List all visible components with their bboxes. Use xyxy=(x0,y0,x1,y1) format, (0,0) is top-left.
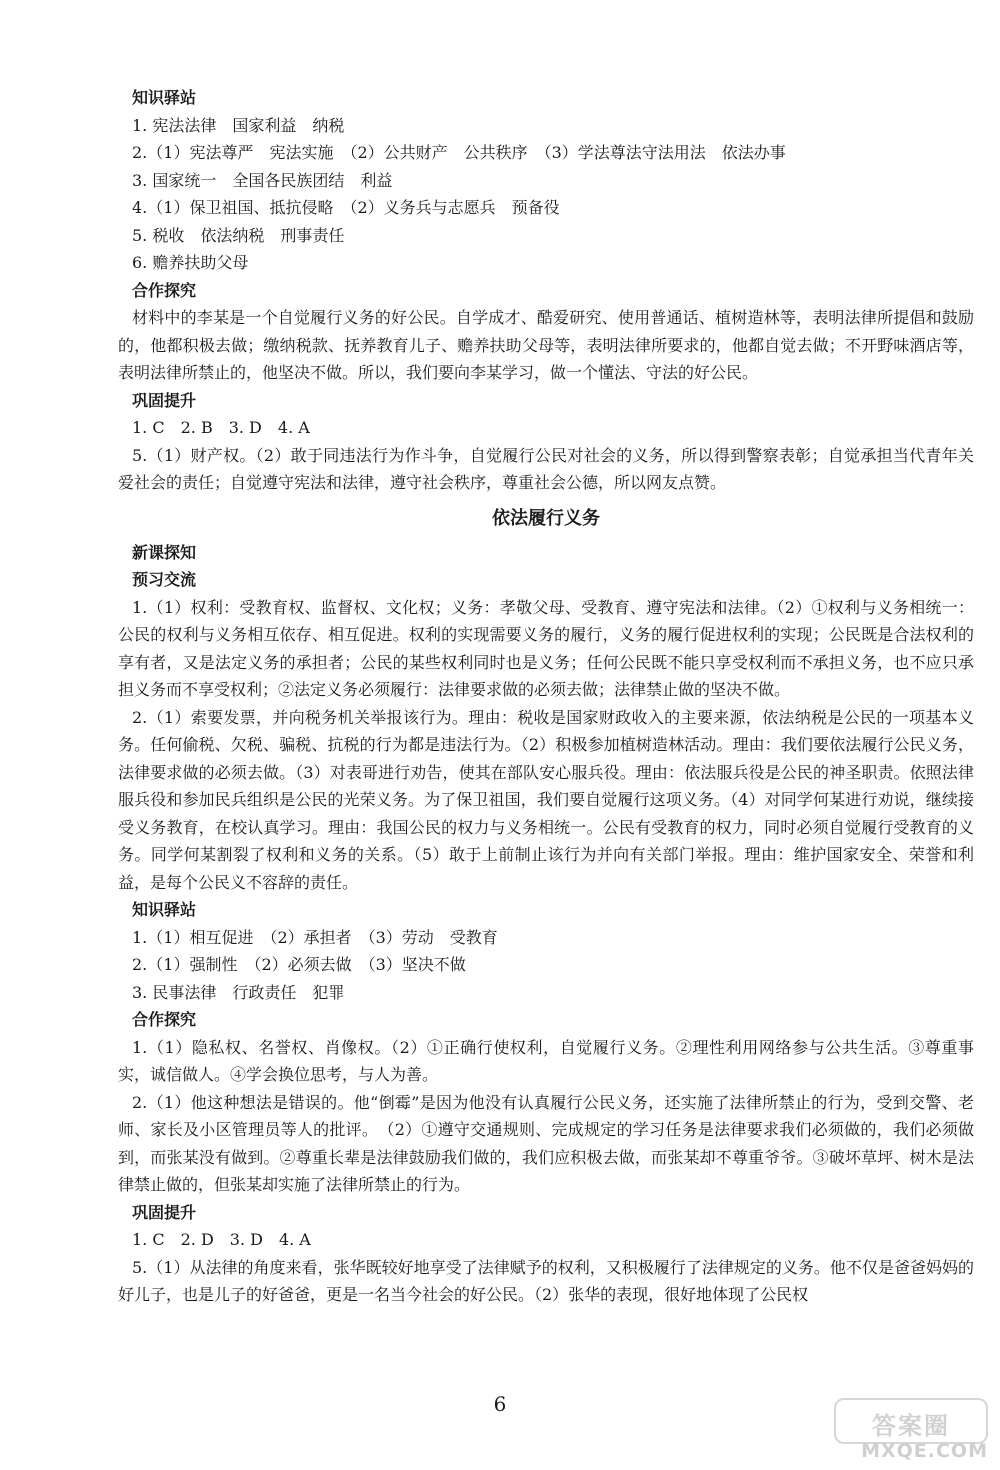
page-content xyxy=(118,84,974,1309)
heading-knowledge-station: 知识驿站 xyxy=(132,88,197,107)
cooperative-answer-2: 2.（1）他这种想法是错误的。他“倒霉”是因为他没有认真履行公民义务，还实施了法律所禁止的行为，受到交警、老师、家长及小区管理员等人的批评。 （2）①遵守交通规则、完成规定的学习任务是法律要求我们必须做的，我们必须做到，而张某没有做到。②尊重长辈是法律鼓励我们做的，我们应积极去做，而张某却不尊重爷爷。③破坏草坪、树木是法律禁止做的，但张某却实施了法律所禁止的行为。 xyxy=(118,1092,974,1194)
heading-preview-exchange: 预习交流 xyxy=(132,570,197,589)
section-title: 依法履行义务 xyxy=(492,507,600,529)
knowledge-item: 4.（1）保卫祖国、抵抗侵略 （2）义务兵与志愿兵 预备役 xyxy=(132,198,560,217)
knowledge-item: 5. 税收 依法纳税 刑事责任 xyxy=(132,225,345,245)
question-5-answer: 5.（1）财产权。（2）敢于同违法行为作斗争，自觉履行公民对社会的义务，所以得到警察表彰；自觉承担当代青年关爱社会的责任；自觉遵守宪法和法律，遵守社会秩序，尊重社会公德，所以网友点赞。 xyxy=(118,445,974,492)
knowledge-item: 3. 国家统一 全国各民族团结 利益 xyxy=(132,170,393,190)
choice-answers: 1. C 2. D 3. D 4. A xyxy=(132,1230,311,1249)
page-number: 6 xyxy=(493,1392,507,1416)
heading-cooperative-inquiry: 合作探究 xyxy=(132,1010,197,1029)
watermark-logo-text: 答案圈 xyxy=(872,1412,950,1440)
watermark xyxy=(808,1398,988,1462)
preview-answer-2: 2.（1）索要发票，并向税务机关举报该行为。理由：税收是国家财政收入的主要来源，依法纳税是公民的一项基本义务。任何偷税、欠税、骗税、抗税的行为都是违法行为。（2）积极参加植树造林活动。理由：我们要依法履行公民义务，法律要求做的必须去做。（3）对表哥进行劝告，使其在部队安心服兵役。理由：依法服兵役是公民的神圣职责。依照法律服兵役和参加民兵组织是公民的光荣义务。为了保卫祖国，我们要自觉履行这项义务。（4）对同学何某进行劝说，继续接受义务教育，在校认真学习。理由：我国公民的权力与义务相统一。公民有受教育的权力，同时必须自觉履行受教育的义务。同学何某割裂了权利和义务的关系。（5）敢于上前制止该行为并向有关部门举报。理由：维护国家安全、荣誉和利益，是每个公民义不容辞的责任。 xyxy=(118,707,974,892)
watermark-logo xyxy=(834,1398,988,1444)
heading-consolidation: 巩固提升 xyxy=(132,390,197,410)
heading-knowledge-station: 知识驿站 xyxy=(132,900,197,919)
heading-cooperative-inquiry: 合作探究 xyxy=(132,280,197,300)
knowledge-item: 2.（1）宪法尊严 宪法实施 （2）公共财产 公共秩序 （3）学法尊法守法用法 依法办事 xyxy=(132,143,786,162)
knowledge-item: 6. 赡养扶助父母 xyxy=(132,253,249,272)
cooperative-answer: 材料中的李某是一个自觉履行义务的好公民。自学成才、酷爱研究、使用普通话、植树造林等，表明法律所提倡和鼓励的，他都积极去做；缴纳税款、抚养教育儿子、赡养扶助父母等，表明法律所要求的，他都自觉去做；不开野味酒店等，表明法律所禁止的，他坚决不做。所以，我们要向李某学习，做一个懂法、守法的好公民。 xyxy=(118,308,974,382)
watermark-site: MXQE.COM xyxy=(861,1440,988,1462)
knowledge-item: 3. 民事法律 行政责任 犯罪 xyxy=(132,982,345,1002)
knowledge-item: 1.（1）相互促进 （2）承担者 （3）劳动 受教育 xyxy=(132,927,498,947)
preview-answer-1: 1.（1）权利：受教育权、监督权、文化权；义务：孝敬父母、受教育、遵守宪法和法律。（2）①权利与义务相统一：公民的权利与义务相互依存、相互促进。权利的实现需要义务的履行，义务的履行促进权利的实现；公民既是合法权利的享有者，又是法定义务的承担者；公民的某些权利同时也是义务；任何公民既不能只享受权利而不承担义务，也不应只承担义务而不享受权利；②法定义务必须履行：法律要求做的必须去做；法律禁止做的坚决不做。 xyxy=(118,597,974,699)
question-5-answer: 5.（1）从法律的角度来看，张华既较好地享受了法律赋予的权利，又积极履行了法律规定的义务。他不仅是爸爸妈妈的好儿子，也是儿子的好爸爸，更是一名当今社会的好公民。（2）张华的表现，很好地体现了公民权 xyxy=(118,1257,974,1304)
knowledge-item: 1. 宪法法律 国家利益 纳税 xyxy=(132,115,345,135)
heading-new-lesson: 新课探知 xyxy=(132,542,197,562)
heading-consolidation: 巩固提升 xyxy=(132,1202,197,1222)
cooperative-answer-1: 1.（1）隐私权、名誉权、肖像权。（2）①正确行使权利，自觉履行义务。②理性利用网络参与公共生活。③尊重事实，诚信做人。④学会换位思考，与人为善。 xyxy=(118,1037,974,1084)
knowledge-item: 2.（1）强制性 （2）必须去做 （3）坚决不做 xyxy=(132,955,466,974)
choice-answers: 1. C 2. B 3. D 4. A xyxy=(132,418,310,437)
